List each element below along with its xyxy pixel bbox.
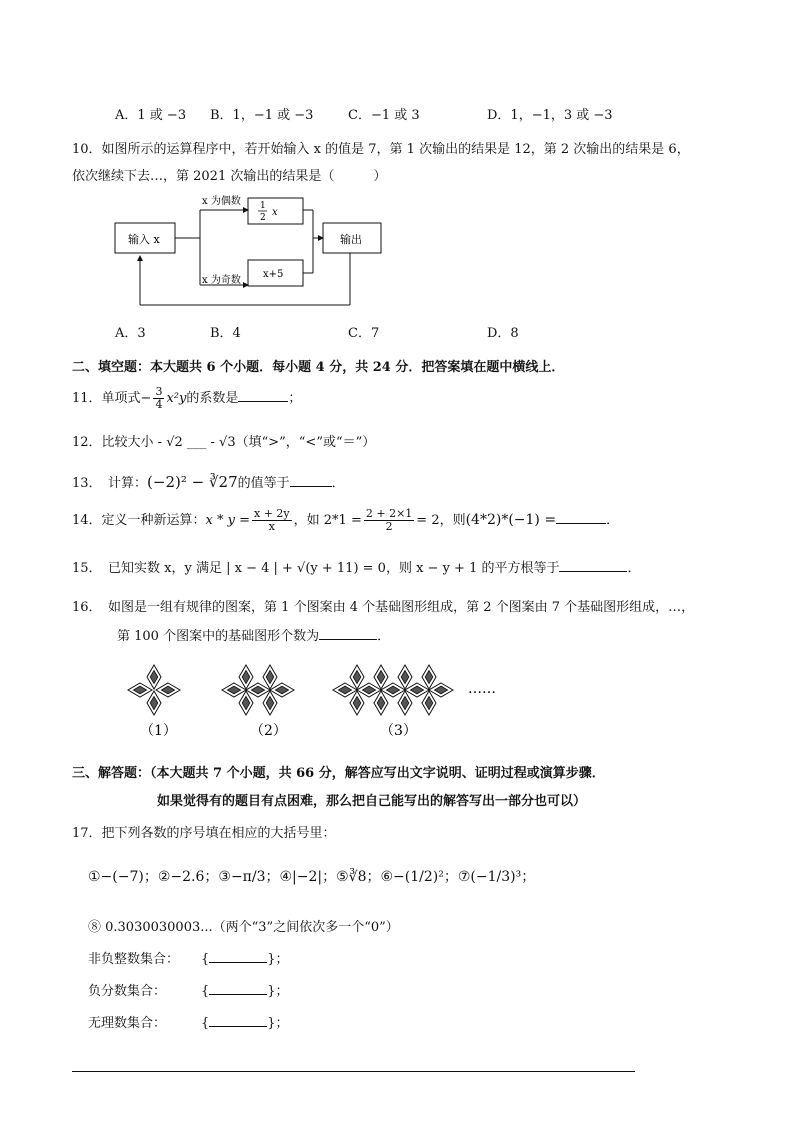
- q11: [72, 386, 301, 411]
- base-shape-inner: [242, 670, 250, 683]
- q10-option-d: D．8: [487, 326, 519, 341]
- q10-option-a: A．3: [115, 326, 146, 341]
- set1-brace-open: {: [201, 952, 210, 967]
- base-shape-inner: [401, 670, 409, 683]
- half-num: 1: [260, 201, 266, 211]
- pattern-label-3: （3）: [380, 723, 417, 739]
- q11-end: ；: [288, 391, 302, 406]
- odd-label: x 为奇数: [202, 275, 241, 286]
- q13-end: ．: [331, 476, 345, 491]
- q17-item8: ⑧ 0.3030030003...（两个“3”之间依次多一个“0”）: [88, 920, 399, 935]
- section2-heading: 二、填空题：本大题共 6 个小题．每小题 4 分，共 24 分．把答案填在题中横线上．: [72, 360, 565, 375]
- set2-brace-close: }；: [267, 984, 289, 999]
- base-shape-inner: [161, 686, 174, 694]
- set2-label: 负分数集合：: [88, 984, 167, 999]
- q14-num2: 2 + 2×1: [365, 507, 413, 520]
- base-shape-inner: [362, 686, 375, 694]
- q10-line2: 依次继续下去…，第 2021 次输出的结果是（ ）: [72, 169, 387, 184]
- q14-lhs: x * y =: [205, 513, 251, 528]
- q12: 12．比较大小 - √2 ___ - √3（填“>”，“<”或“＝”）: [72, 435, 376, 450]
- set1-blank[interactable]: [209, 950, 267, 963]
- base-shape-inner: [251, 686, 264, 694]
- q14-den1: x: [268, 520, 275, 533]
- q17-set1: [88, 948, 289, 967]
- q16-line2-text: 第 100 个图案中的基础图形个数为: [117, 629, 320, 644]
- base-shape-inner: [401, 696, 409, 709]
- pattern-3: [333, 665, 453, 715]
- q14-expr: (4*2)*(−1) =: [465, 512, 557, 528]
- pattern-ellipsis: ……: [468, 681, 496, 697]
- q13-prefix: 13． 计算：: [72, 476, 148, 491]
- base-shape-inner: [410, 686, 423, 694]
- q14-num1: x + 2y: [254, 507, 290, 520]
- base-shape-inner: [266, 670, 274, 683]
- set3-brace[interactable]: [201, 1012, 289, 1031]
- q17-line1: 17．把下列各数的序号填在相应的大括号里：: [72, 826, 336, 841]
- q11-fraction: [153, 386, 164, 411]
- set3-blank[interactable]: [209, 1014, 267, 1027]
- q14-frac1: [252, 508, 292, 533]
- q11-suffix: 的系数是: [186, 391, 239, 406]
- pattern-label-2: （2）: [250, 723, 287, 739]
- base-shape-inner: [434, 686, 447, 694]
- base-shape-inner: [425, 670, 433, 683]
- input-label: 输入 x: [128, 233, 160, 246]
- q16-line2: [117, 625, 390, 644]
- q14-frac2: [364, 508, 414, 533]
- half-var: x: [272, 207, 278, 218]
- q11-den: 4: [155, 398, 163, 411]
- q14-blank[interactable]: [556, 511, 606, 524]
- plus5-label: x+5: [263, 269, 284, 280]
- q11-blank[interactable]: [238, 389, 288, 402]
- q13-suffix: 的值等于: [237, 476, 290, 491]
- q11-prefix: 11．单项式: [72, 391, 141, 406]
- set2-blank[interactable]: [209, 982, 267, 995]
- q16-pattern-figure: [120, 655, 510, 745]
- base-shape-inner: [425, 696, 433, 709]
- q9-option-a: A．1 或 −3: [115, 108, 187, 123]
- q14-end: ．: [606, 513, 620, 528]
- set3-label: 无理数集合：: [88, 1016, 167, 1031]
- set1-label: 非负整数集合：: [88, 952, 180, 967]
- base-shape-inner: [338, 686, 351, 694]
- q9-option-b: B．1，−1 或 −3: [210, 108, 314, 123]
- pattern-label-1: （1）: [140, 723, 177, 739]
- base-shape-inner: [150, 696, 158, 709]
- base-shape-inner: [386, 686, 399, 694]
- q9-option-c: C．−1 或 3: [348, 108, 420, 123]
- q11-term: x²y: [166, 391, 187, 406]
- q14-prefix: 14．定义一种新运算：: [72, 513, 206, 528]
- q13: [72, 472, 345, 491]
- q15-text: 15． 已知实数 x，y 满足 | x − 4 | + √(y + 11) = 0，则 x − y + 1 的平方根等于: [72, 561, 560, 576]
- q11-minus: −: [140, 391, 152, 406]
- q15: [72, 557, 641, 576]
- q15-end: ．: [627, 561, 641, 576]
- q16-blank[interactable]: [319, 627, 377, 640]
- q17-set2: [88, 980, 289, 999]
- output-label: 输出: [340, 233, 362, 246]
- q9-option-d: D．1，−1，3 或 −3: [487, 108, 613, 123]
- set2-brace-open: {: [201, 984, 210, 999]
- set3-brace-close: }；: [267, 1016, 289, 1031]
- even-label: x 为偶数: [202, 196, 241, 207]
- q16-line1: 16． 如图是一组有规律的图案，第 1 个图案由 4 个基础图形组成，第 2 个图案由 7 个基础图形组成，…，: [72, 600, 695, 615]
- base-shape-inner: [266, 696, 274, 709]
- base-shape-inner: [377, 670, 385, 683]
- set3-brace-open: {: [201, 1016, 210, 1031]
- half-den: 2: [260, 213, 266, 223]
- q15-blank[interactable]: [559, 559, 627, 572]
- q14-mid: ，如 2*1 =: [293, 513, 362, 528]
- pattern-2: [222, 665, 294, 715]
- base-shape-inner: [227, 686, 240, 694]
- section3-heading2: 如果觉得有的题目有点困难，那么把自己能写出的解答写出一部分也可以）: [157, 794, 587, 809]
- q17-items: ①−(−7)；②−2.6；③−π/3；④|−2|；⑤∛8；⑥−(1/2)²；⑦(−1/3)³；: [88, 869, 536, 885]
- q14-after: = 2，则: [416, 513, 466, 528]
- q13-expr: (−2)² − ∛27: [147, 473, 238, 491]
- base-shape-inner: [353, 670, 361, 683]
- pattern-1: [128, 665, 180, 715]
- q17-set3: [88, 1012, 289, 1031]
- set1-brace[interactable]: [201, 948, 289, 967]
- q14-den2: 2: [385, 520, 393, 533]
- q10-option-b: B．4: [210, 326, 241, 341]
- q10-flowchart: [110, 190, 400, 315]
- section3-heading: 三、解答题：（本大题共 7 个小题，共 66 分，解答应写出文字说明、证明过程或演算步骤．: [72, 766, 605, 781]
- q14: [72, 508, 619, 533]
- base-shape-inner: [133, 686, 146, 694]
- q16-end: ．: [377, 629, 391, 644]
- set1-brace-close: }；: [267, 952, 289, 967]
- base-shape-inner: [377, 696, 385, 709]
- base-shape-inner: [275, 686, 288, 694]
- footer-rule: [72, 1071, 635, 1072]
- base-shape-inner: [353, 696, 361, 709]
- q10-line1: 10．如图所示的运算程序中，若开始输入 x 的值是 7，第 1 次输出的结果是 12，第 2 次输出的结果是 6，: [72, 142, 690, 157]
- q10-option-c: C．7: [348, 326, 380, 341]
- base-shape-inner: [242, 696, 250, 709]
- base-shape-inner: [150, 670, 158, 683]
- q13-blank[interactable]: [290, 474, 332, 487]
- q11-num: 3: [155, 385, 163, 398]
- set2-brace[interactable]: [201, 980, 289, 999]
